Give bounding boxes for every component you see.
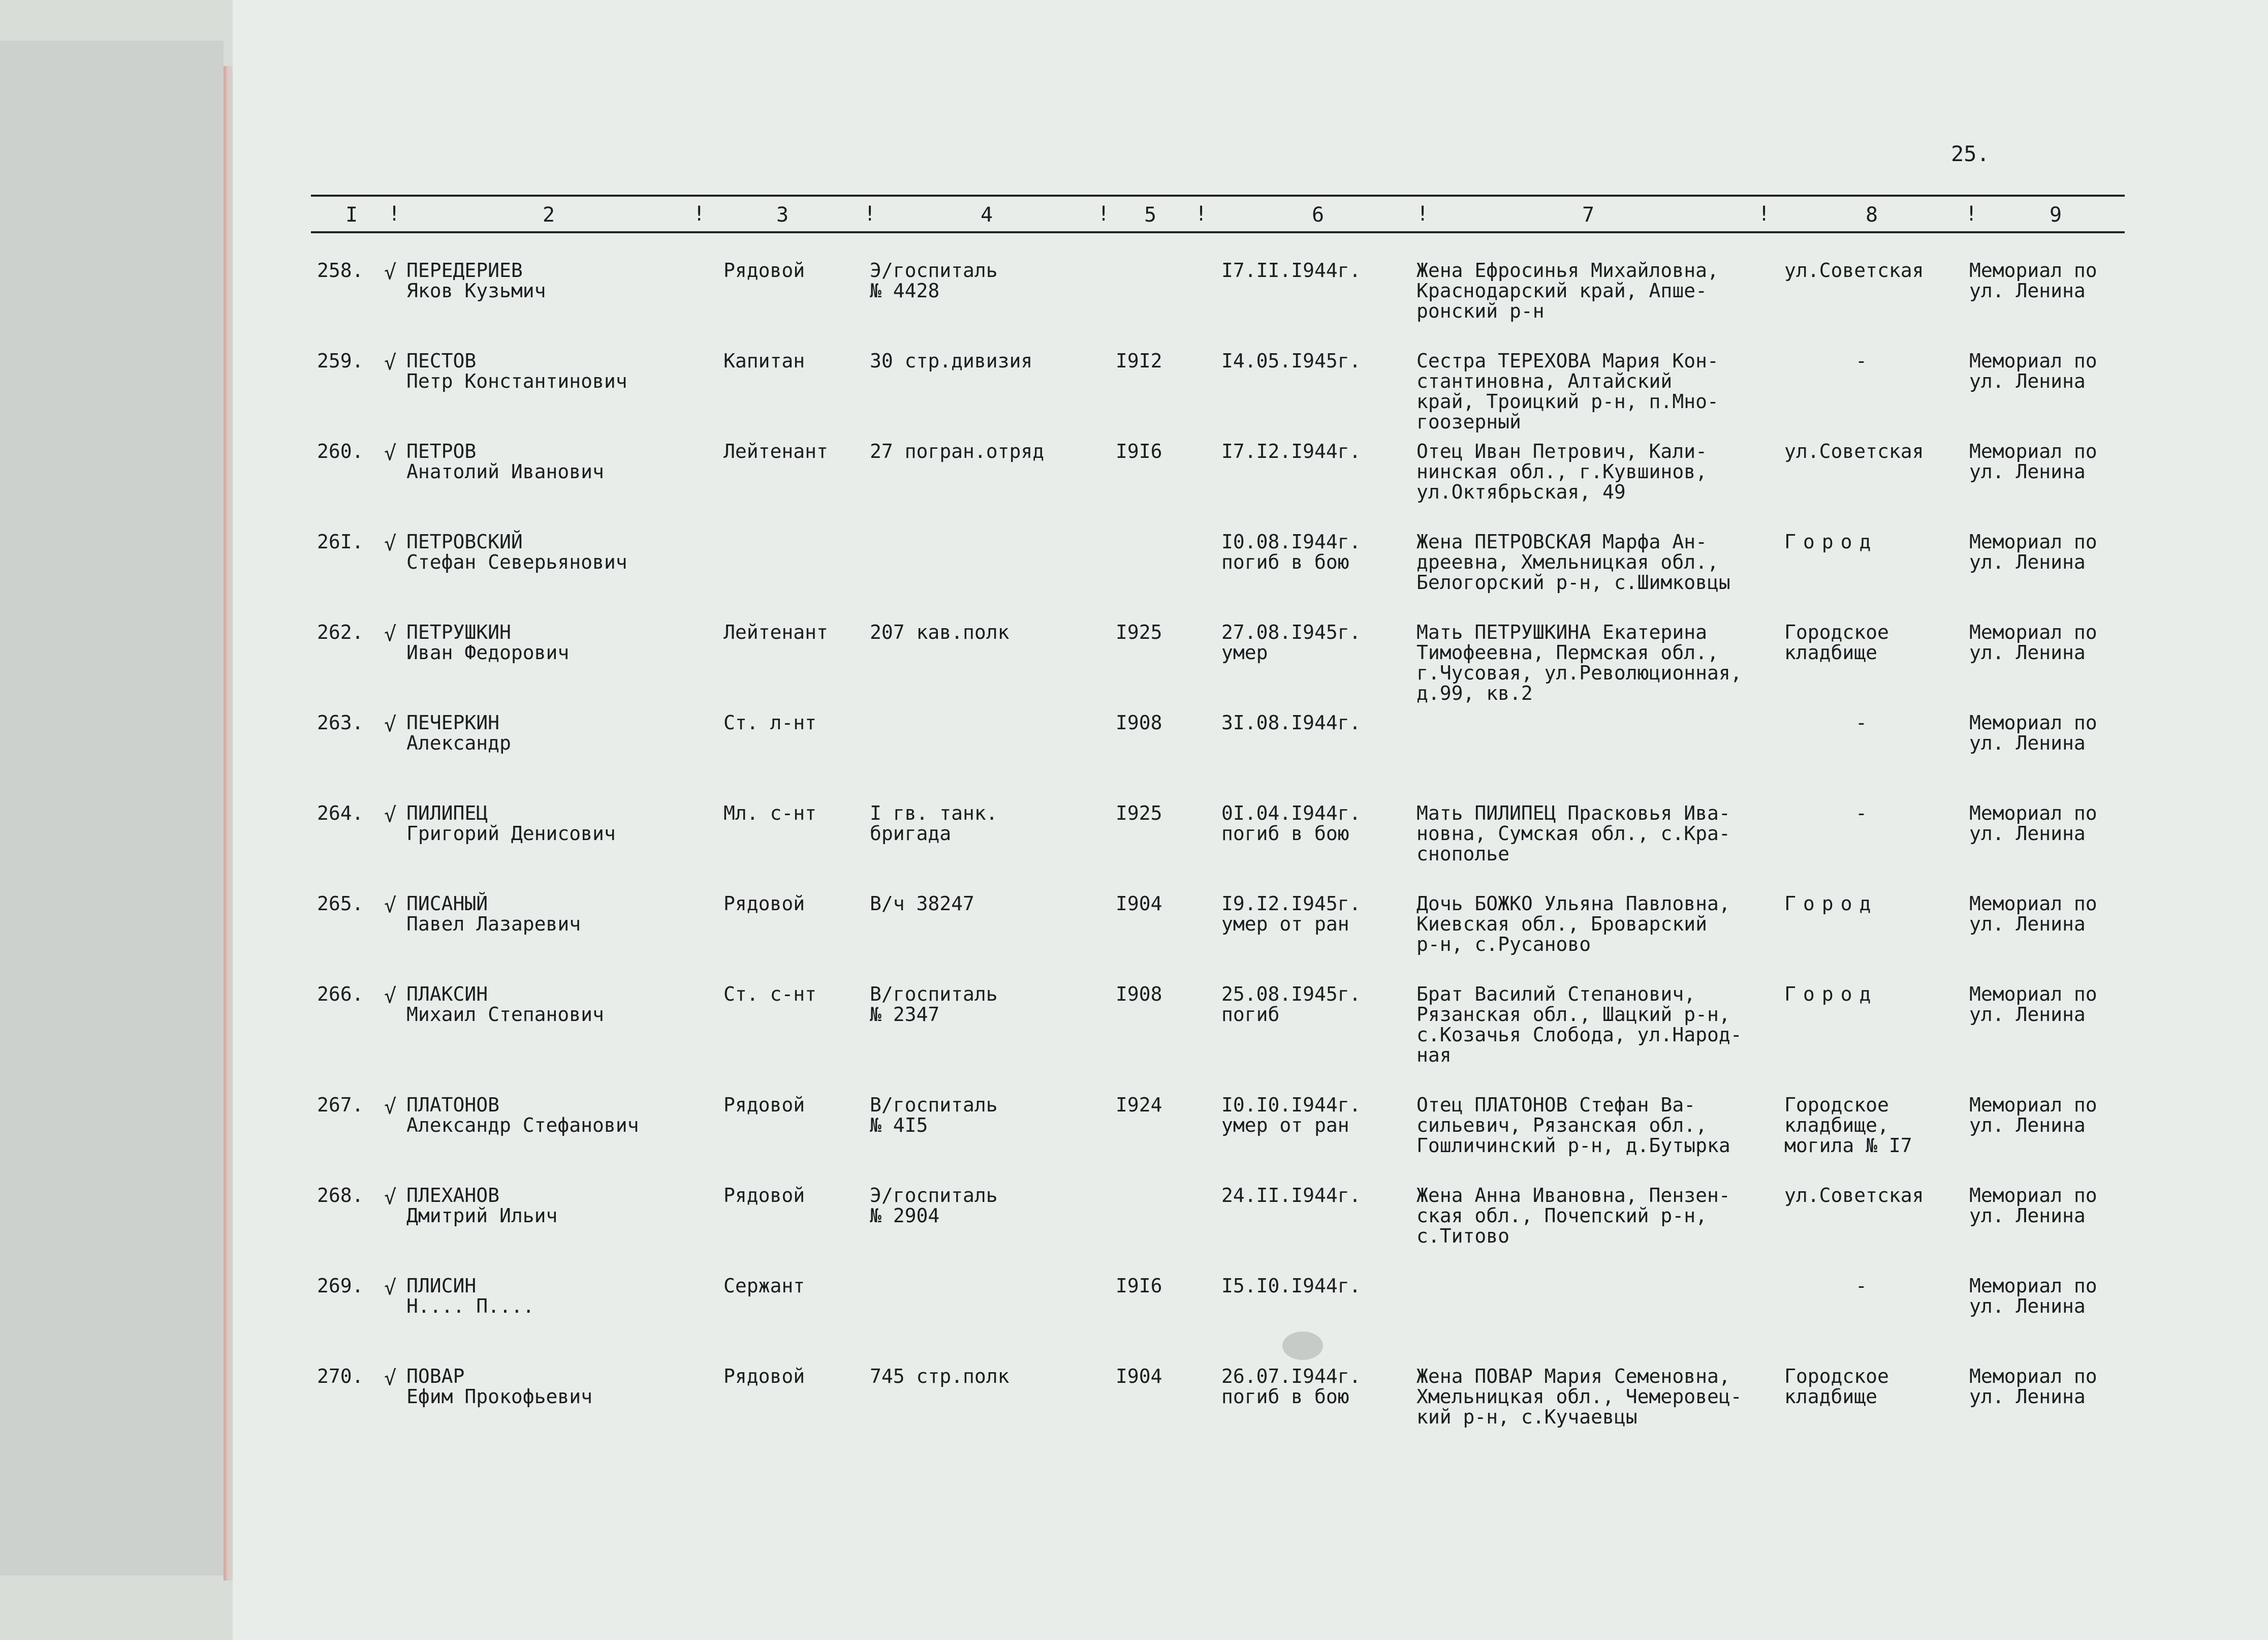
column-number-6: 6 <box>1312 203 1325 227</box>
entry-number: 26I. <box>317 531 364 553</box>
military-rank: Капитан <box>723 350 805 372</box>
military-unit: В/госпиталь № 2347 <box>870 983 998 1026</box>
entry-number: 260. <box>317 440 364 462</box>
military-unit: В/ч 38247 <box>870 892 974 915</box>
birth-year: I908 <box>1116 711 1162 734</box>
column-number-4: 4 <box>981 203 993 227</box>
memorial-location: Мемориал по ул. Ленина <box>1969 1365 2097 1408</box>
checkmark: √ <box>384 1276 397 1299</box>
entry-number: 262. <box>317 621 364 643</box>
entry-number: 266. <box>317 983 364 1005</box>
military-unit: 30 стр.дивизия <box>870 350 1033 372</box>
entry-number: 267. <box>317 1094 364 1116</box>
relatives-info: Жена Ефросинья Михайловна, Краснодарский край, Апше- ронский р-н <box>1416 259 1719 322</box>
person-name: ПЕСТОВ Петр Константинович <box>406 350 627 392</box>
checkmark: √ <box>384 1367 397 1390</box>
military-rank: Ст. л-нт <box>723 711 817 734</box>
birth-year: I904 <box>1116 892 1162 915</box>
birth-year: I924 <box>1116 1094 1162 1116</box>
burial-place: Город <box>1784 983 1878 1005</box>
column-number-9: 9 <box>2050 203 2062 227</box>
book-gutter <box>224 66 233 1581</box>
burial-place: Городское кладбище, могила № I7 <box>1784 1094 1912 1157</box>
memorial-location: Мемориал по ул. Ленина <box>1969 259 2097 302</box>
checkmark: √ <box>384 803 397 827</box>
checkmark: √ <box>384 713 397 736</box>
military-rank: Мл. с-нт <box>723 802 817 824</box>
paper-smudge <box>1282 1332 1323 1360</box>
military-rank: Сержант <box>723 1275 805 1297</box>
memorial-location: Мемориал по ул. Ленина <box>1969 350 2097 392</box>
column-number-1: I <box>345 203 358 227</box>
burial-place: Город <box>1784 892 1878 915</box>
death-date: 27.08.I945г. умер <box>1221 621 1361 664</box>
death-date: 25.08.I945г. погиб <box>1221 983 1361 1026</box>
military-unit: Э/госпиталь № 4428 <box>870 259 998 302</box>
column-separator: ! <box>1416 202 1429 226</box>
memorial-location: Мемориал по ул. Ленина <box>1969 440 2097 483</box>
birth-year: I9I2 <box>1116 350 1162 372</box>
person-name: ПЛЕХАНОВ Дмитрий Ильич <box>406 1184 558 1227</box>
person-name: ПИЛИПЕЦ Григорий Денисович <box>406 802 616 845</box>
relatives-info: Мать ПИЛИПЕЦ Прасковья Ива- новна, Сумская обл., с.Кра- снополье <box>1416 802 1730 865</box>
page-number: 25. <box>1951 141 1990 166</box>
military-rank: Рядовой <box>723 1365 805 1387</box>
checkmark: √ <box>384 261 397 284</box>
burial-place: ул.Советская <box>1784 1184 1924 1206</box>
relatives-info: Жена Анна Ивановна, Пензен- ская обл., Почепский р-н, с.Титово <box>1416 1184 1730 1247</box>
person-name: ПЕЧЕРКИН Александр <box>406 711 511 754</box>
military-unit: 745 стр.полк <box>870 1365 1010 1387</box>
checkmark: √ <box>384 894 397 917</box>
checkmark: √ <box>384 984 397 1008</box>
death-date: I4.05.I945г. <box>1221 350 1361 372</box>
death-date: 26.07.I944г. погиб в бою <box>1221 1365 1361 1408</box>
checkmark: √ <box>384 623 397 646</box>
entry-number: 263. <box>317 711 364 734</box>
entry-number: 270. <box>317 1365 364 1387</box>
burial-place: Городское кладбище <box>1784 1365 1889 1408</box>
column-number-7: 7 <box>1582 203 1595 227</box>
entry-number: 268. <box>317 1184 364 1206</box>
birth-year: I904 <box>1116 1365 1162 1387</box>
relatives-info: Жена ПОВАР Мария Семеновна, Хмельницкая обл., Чемеровец- кий р-н, с.Кучаевцы <box>1416 1365 1742 1428</box>
military-rank: Рядовой <box>723 1094 805 1116</box>
military-rank: Лейтенант <box>723 440 828 462</box>
burial-place: ул.Советская <box>1784 259 1924 282</box>
relatives-info: Сестра ТЕРЕХОВА Мария Кон- стантиновна, Алтайский край, Троицкий р-н, п.Мно- гоозерный <box>1416 350 1719 433</box>
facing-page <box>0 41 224 1575</box>
column-separator: ! <box>1195 202 1208 226</box>
death-date: 3I.08.I944г. <box>1221 711 1361 734</box>
entry-number: 264. <box>317 802 364 824</box>
column-separator: ! <box>864 202 876 226</box>
person-name: ПЛАТОНОВ Александр Стефанович <box>406 1094 639 1136</box>
relatives-info: Жена ПЕТРОВСКАЯ Марфа Ан- дреевна, Хмельницкая обл., Белогорский р-н, с.Шимковцы <box>1416 531 1730 594</box>
relatives-info: Отец Иван Петрович, Кали- нинская обл., г.Кувшинов, ул.Октябрьская, 49 <box>1416 440 1707 503</box>
column-number-5: 5 <box>1144 203 1157 227</box>
checkmark: √ <box>384 351 397 375</box>
birth-year: I925 <box>1116 621 1162 643</box>
death-date: I5.I0.I944г. <box>1221 1275 1361 1297</box>
burial-place: - <box>1855 1275 1867 1297</box>
memorial-location: Мемориал по ул. Ленина <box>1969 711 2097 754</box>
death-date: 0I.04.I944г. погиб в бою <box>1221 802 1361 845</box>
military-rank: Рядовой <box>723 1184 805 1206</box>
header-bottom-rule <box>311 231 2125 233</box>
person-name: ПЛИСИН Н.... П.... <box>406 1275 534 1317</box>
burial-place: Город <box>1784 531 1878 553</box>
burial-place: Городское кладбище <box>1784 621 1889 664</box>
memorial-location: Мемориал по ул. Ленина <box>1969 621 2097 664</box>
column-separator: ! <box>1758 202 1771 226</box>
death-date: I7.I2.I944г. <box>1221 440 1361 462</box>
checkmark: √ <box>384 442 397 465</box>
person-name: ПЕТРОВ Анатолий Иванович <box>406 440 604 483</box>
checkmark: √ <box>384 1095 397 1119</box>
birth-year: I9I6 <box>1116 1275 1162 1297</box>
military-unit: Э/госпиталь № 2904 <box>870 1184 998 1227</box>
death-date: 24.II.I944г. <box>1221 1184 1361 1206</box>
column-number-3: 3 <box>776 203 789 227</box>
person-name: ПЕТРУШКИН Иван Федорович <box>406 621 570 664</box>
column-separator: ! <box>1965 202 1978 226</box>
relatives-info: Отец ПЛАТОНОВ Стефан Ва- сильевич, Рязанская обл., Гошличинский р-н, д.Бутырка <box>1416 1094 1730 1157</box>
burial-place: - <box>1855 802 1867 824</box>
entry-number: 265. <box>317 892 364 915</box>
column-number-8: 8 <box>1866 203 1878 227</box>
memorial-location: Мемориал по ул. Ленина <box>1969 1275 2097 1317</box>
column-separator: ! <box>693 202 706 226</box>
military-unit: 207 кав.полк <box>870 621 1010 643</box>
military-unit: I гв. танк. бригада <box>870 802 998 845</box>
person-name: ПЛАКСИН Михаил Степанович <box>406 983 604 1026</box>
military-unit: В/госпиталь № 4I5 <box>870 1094 998 1136</box>
death-date: I0.I0.I944г. умер от ран <box>1221 1094 1361 1136</box>
burial-place: - <box>1855 350 1867 372</box>
birth-year: I9I6 <box>1116 440 1162 462</box>
relatives-info: Мать ПЕТРУШКИНА Екатерина Тимофеевна, Пермская обл., г.Чусовая, ул.Революционная, д.99, кв.2 <box>1416 621 1742 704</box>
entry-number: 269. <box>317 1275 364 1297</box>
burial-place: ул.Советская <box>1784 440 1924 462</box>
person-name: ПЕРЕДЕРИЕВ Яков Кузьмич <box>406 259 546 302</box>
checkmark: √ <box>384 532 397 555</box>
military-rank: Лейтенант <box>723 621 828 643</box>
column-separator: ! <box>1097 202 1110 226</box>
death-date: I0.08.I944г. погиб в бою <box>1221 531 1361 573</box>
death-date: I9.I2.I945г. умер от ран <box>1221 892 1361 935</box>
person-name: ПЕТРОВСКИЙ Стефан Северьянович <box>406 531 627 573</box>
memorial-location: Мемориал по ул. Ленина <box>1969 531 2097 573</box>
entry-number: 258. <box>317 259 364 282</box>
column-separator: ! <box>388 202 401 226</box>
memorial-location: Мемориал по ул. Ленина <box>1969 892 2097 935</box>
military-rank: Рядовой <box>723 892 805 915</box>
military-unit: 27 погран.отряд <box>870 440 1045 462</box>
relatives-info: Брат Василий Степанович, Рязанская обл., Шацкий р-н, с.Козачья Слобода, ул.Народ- ная <box>1416 983 1742 1066</box>
birth-year: I908 <box>1116 983 1162 1005</box>
person-name: ПИСАНЫЙ Павел Лазаревич <box>406 892 581 935</box>
memorial-location: Мемориал по ул. Ленина <box>1969 1094 2097 1136</box>
column-number-2: 2 <box>543 203 555 227</box>
entry-number: 259. <box>317 350 364 372</box>
memorial-location: Мемориал по ул. Ленина <box>1969 802 2097 845</box>
checkmark: √ <box>384 1186 397 1209</box>
person-name: ПОВАР Ефим Прокофьевич <box>406 1365 593 1408</box>
burial-place: - <box>1855 711 1867 734</box>
death-date: I7.II.I944г. <box>1221 259 1361 282</box>
memorial-location: Мемориал по ул. Ленина <box>1969 1184 2097 1227</box>
military-rank: Рядовой <box>723 259 805 282</box>
birth-year: I925 <box>1116 802 1162 824</box>
military-rank: Ст. с-нт <box>723 983 817 1005</box>
relatives-info: Дочь БОЖКО Ульяна Павловна, Киевская обл., Броварский р-н, с.Русаново <box>1416 892 1730 955</box>
memorial-location: Мемориал по ул. Ленина <box>1969 983 2097 1026</box>
header-top-rule <box>311 195 2125 197</box>
